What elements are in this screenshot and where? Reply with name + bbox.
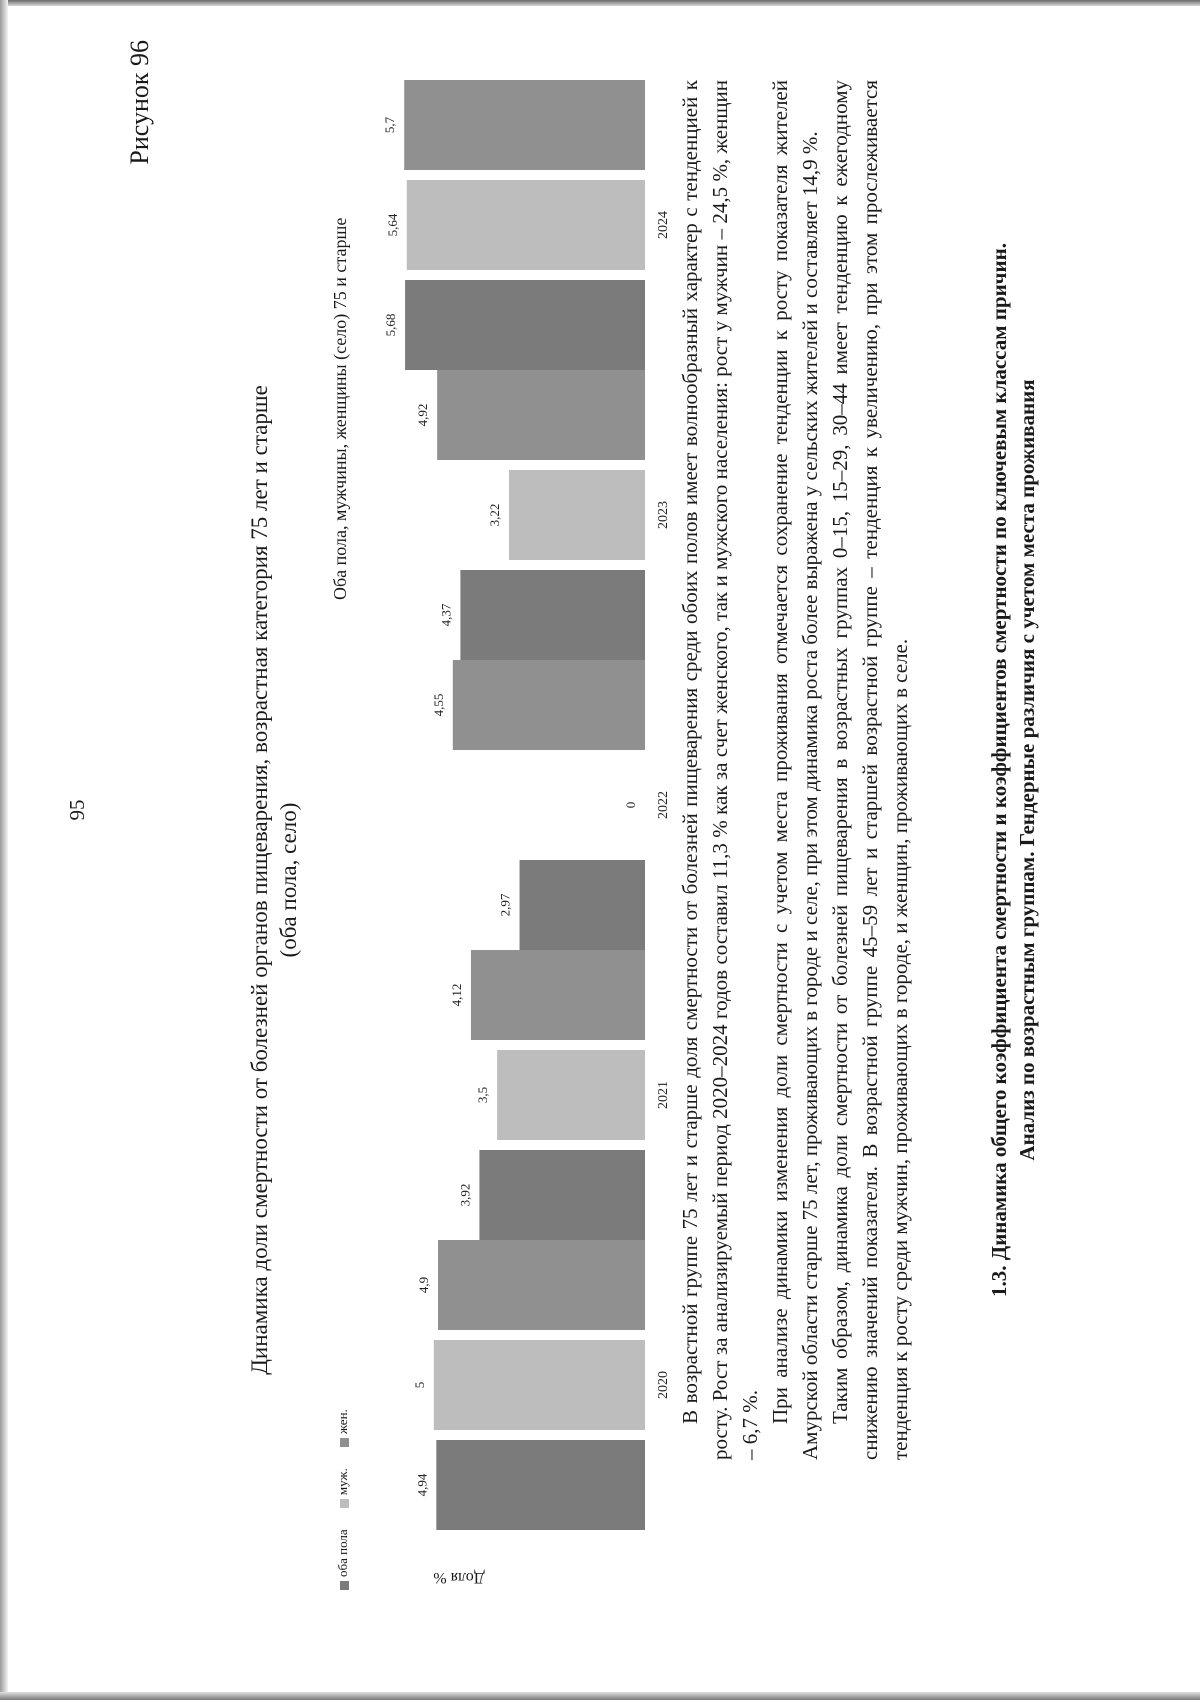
x-tick-label: 2024 [656,211,671,239]
chart-title-line: (оба пола, село) [276,802,301,958]
document-page [55,10,1135,1610]
bar-2020-0 [436,1440,645,1530]
paragraph: В возрастной группе 75 лет и старше доля смертности от болезней пищеварения среди обоих полов имеет волнообразный характер с тенденцией к росту. Рост за анализируемый период 2020–2024 годов составил 11,3 % как за счет женского, так и мужского населения: рост у мужчин – 24,5 %, женщин – 6,7 %. [678,80,762,1460]
paragraph: Таким образом, динамика доли смертности от болезней пищеварения в возрастных группах 0–15, 15–29, 30–44 имеет тенденцию к ежегодному снижению значений показателя. В возрастной группе 45–59 лет и старшей возрастной группе – тенденция к увеличению, при этом прослеживается тенденция к росту среди мужчин, проживающих в городе, и женщин, проживающих в селе. [828,80,912,1460]
scan-edge-bottom [0,1692,1200,1700]
bar-2020-1 [434,1340,645,1430]
chart-subtitle: Оба пола, мужчины, женщины (село) 75 и старше [330,217,350,600]
data-label: 5 [411,1381,427,1389]
section-heading-line: Анализ по возрастным группам. Гендерные различия с учетом места проживания [1015,379,1039,1161]
bar-2024-1 [407,180,645,270]
legend-label: жен. [335,1409,350,1435]
legend-swatch [340,1499,349,1508]
legend-swatch [340,1438,349,1447]
chart-legend [335,1391,351,1590]
bar-2022-2 [453,660,645,750]
y-axis-label: Доля % [433,1569,485,1586]
bar-2023-2 [437,370,645,460]
bar-chart [355,70,685,1570]
data-label: 5,64 [384,213,400,237]
data-label: 4,92 [415,403,431,427]
legend-item [335,1529,351,1590]
legend-swatch [340,1581,349,1590]
data-label: 3,22 [486,503,502,527]
legend-label: оба пола [335,1529,350,1577]
data-label: 2,97 [497,893,513,917]
bar-2023-0 [460,570,645,660]
data-label: 3,92 [457,1183,473,1207]
bar-2022-0 [520,860,645,950]
scan-edge-left [0,0,8,1700]
bar-2023-1 [509,470,645,560]
data-label: 4,94 [414,1473,430,1497]
x-tick-label: 2021 [656,1081,671,1109]
data-label: 5,7 [382,116,398,134]
scan-edge-top [0,0,1200,6]
section-heading-line: 1.3. Динамика общего коэффициента смертности и коэффициентов смертности по ключевым классам причин. [987,243,1011,1297]
data-label: 3,5 [475,1086,491,1104]
chart-title [245,290,303,1470]
paragraph: При анализе динамики изменения доли смертности с учетом места проживания отмечается сохранение тенденции к росту показателя жителей Амурской области старше 75 лет, проживающих в городе и селе, при этом динамика роста более выражена у сельских жителей и составляет 14,9 %. [768,80,822,1460]
bar-2024-0 [405,280,645,370]
legend-label: муж. [335,1468,350,1496]
bar-2021-2 [471,950,645,1040]
legend-item [335,1409,351,1447]
bar-2020-2 [438,1240,645,1330]
data-label: 4,12 [448,983,464,1007]
section-heading [985,80,1041,1460]
chart-title-line: Динамика доли смертности от болезней органов пищеварения, возрастная категория 75 лет и старше [247,385,272,1375]
legend-item [335,1468,351,1508]
data-label: 5,68 [383,313,399,337]
data-label: 0 [623,801,638,809]
data-label: 4,55 [430,693,446,717]
body-text [675,80,915,1460]
x-tick-label: 2020 [656,1371,671,1399]
data-label: 4,37 [438,603,454,627]
page-number: 95 [65,799,89,821]
bar-2021-0 [479,1150,645,1240]
figure-label: Рисунок 96 [125,40,154,165]
x-tick-label: 2022 [656,791,671,819]
bar-2024-2 [404,80,645,170]
x-tick-label: 2023 [656,501,671,529]
bar-2021-1 [497,1050,645,1140]
data-label: 4,9 [416,1276,432,1294]
